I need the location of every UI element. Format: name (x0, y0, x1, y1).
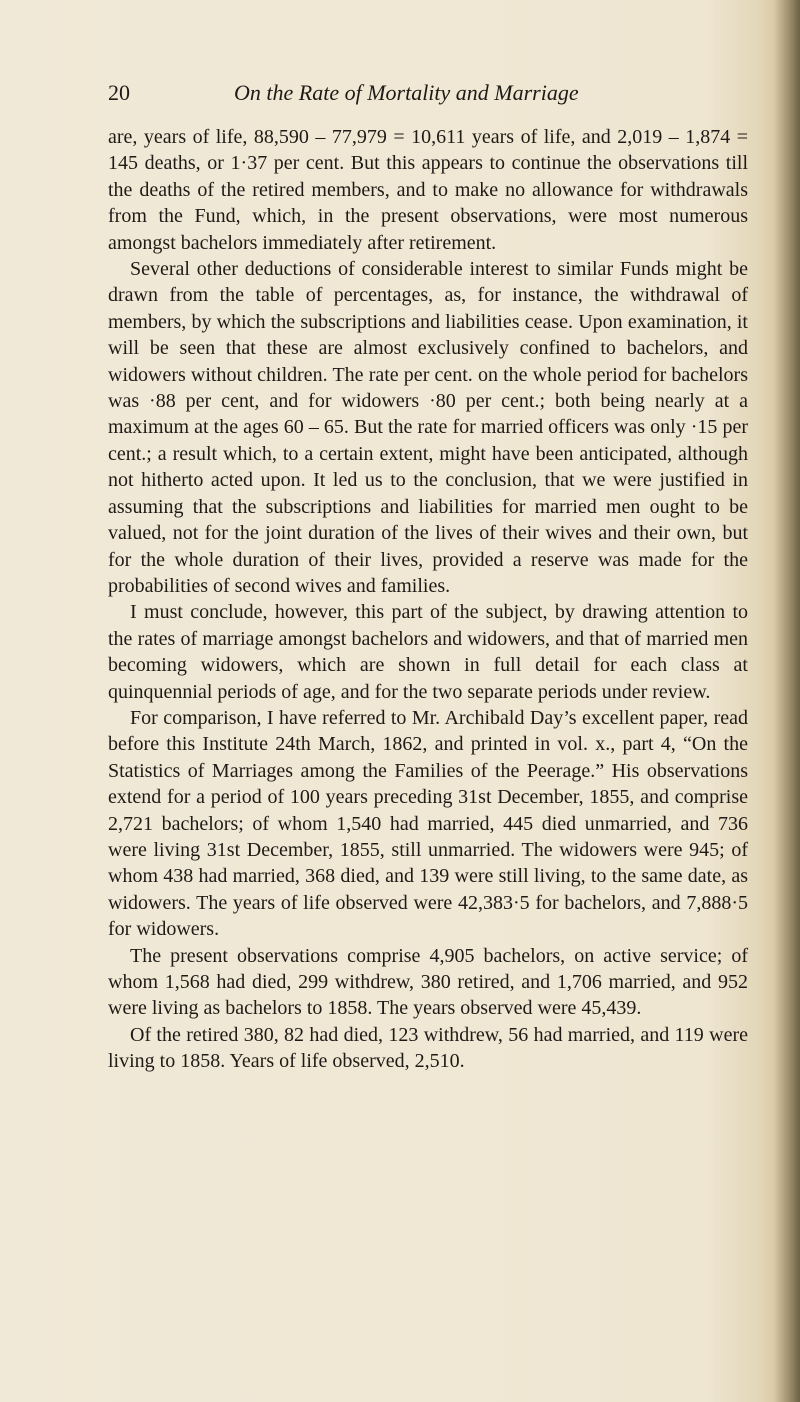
paragraph: Several other deductions of considerable interest to similar Funds might be drawn from the table of percentages, as, for instance, the withdrawal of members, by which the subscriptions and liabilities cease. Upon examination, it will be seen that these are almost exclusively confined to bachelors, and widowers without children. The rate per cent. on the whole period for bachelors was ·88 per cent, and for widowers ·80 per cent.; both being nearly at a maximum at the ages 60 – 65. But the rate for married officers was only ·15 per cent.; a result which, to a certain extent, might have been anticipated, although not hitherto acted upon. It led us to the conclusion, that we were justified in assuming that the subscriptions and liabilities for married men ought to be valued, not for the joint duration of the lives of their wives and their own, but for the whole duration of their lives, provided a reserve was made for the probabilities of second wives and families. (108, 258, 748, 597)
running-title: On the Rate of Mortality and Marriage (234, 80, 579, 105)
page-spine-shadow (774, 0, 800, 1402)
page-header (108, 80, 748, 110)
paragraph: are, years of life, 88,590 – 77,979 = 10,611 years of life, and 2,019 – 1,874 = 145 deaths, or 1·37 per cent. But this appears to continue the observations till the deaths of the retired members, and to make no allowance for withdrawals from the Fund, which, in the present observations, were most numerous amongst bachelors immediately after retirement. (108, 126, 748, 254)
paragraph: I must conclude, however, this part of the subject, by drawing attention to the rates of marriage amongst bachelors and widowers, and that of married men becoming widowers, which are shown in full detail for each class at quinquennial periods of age, and for the two separate periods under review. (108, 601, 748, 703)
paragraph: Of the retired 380, 82 had died, 123 withdrew, 56 had married, and 119 were living to 1858. Years of life observed, 2,510. (108, 1023, 748, 1073)
paragraph: For comparison, I have referred to Mr. Archibald Day’s excellent paper, read before this Institute 24th March, 1862, and printed in vol. x., part 4, “On the Statistics of Marriages among the Families of the Peerage.” His observations extend for a period of 100 years preceding 31st December, 1855, and comprise 2,721 bachelors; of whom 1,540 had married, 445 died unmarried, and 736 were living 31st December, 1855, still unmarried. The widowers were 945; of whom 438 had married, 368 died, and 139 were still living, to the same date, as widowers. The years of life observed were 42,383·5 for bachelors, and 7,888·5 for widowers. (108, 706, 748, 941)
paragraph: The present observations comprise 4,905 bachelors, on active service; of whom 1,568 had died, 299 withdrew, 380 retired, and 1,706 married, and 952 were living as bachelors to 1858. The years observed were 45,439. (108, 944, 748, 1020)
page-number: 20 (108, 80, 130, 105)
body-text (108, 124, 748, 1075)
